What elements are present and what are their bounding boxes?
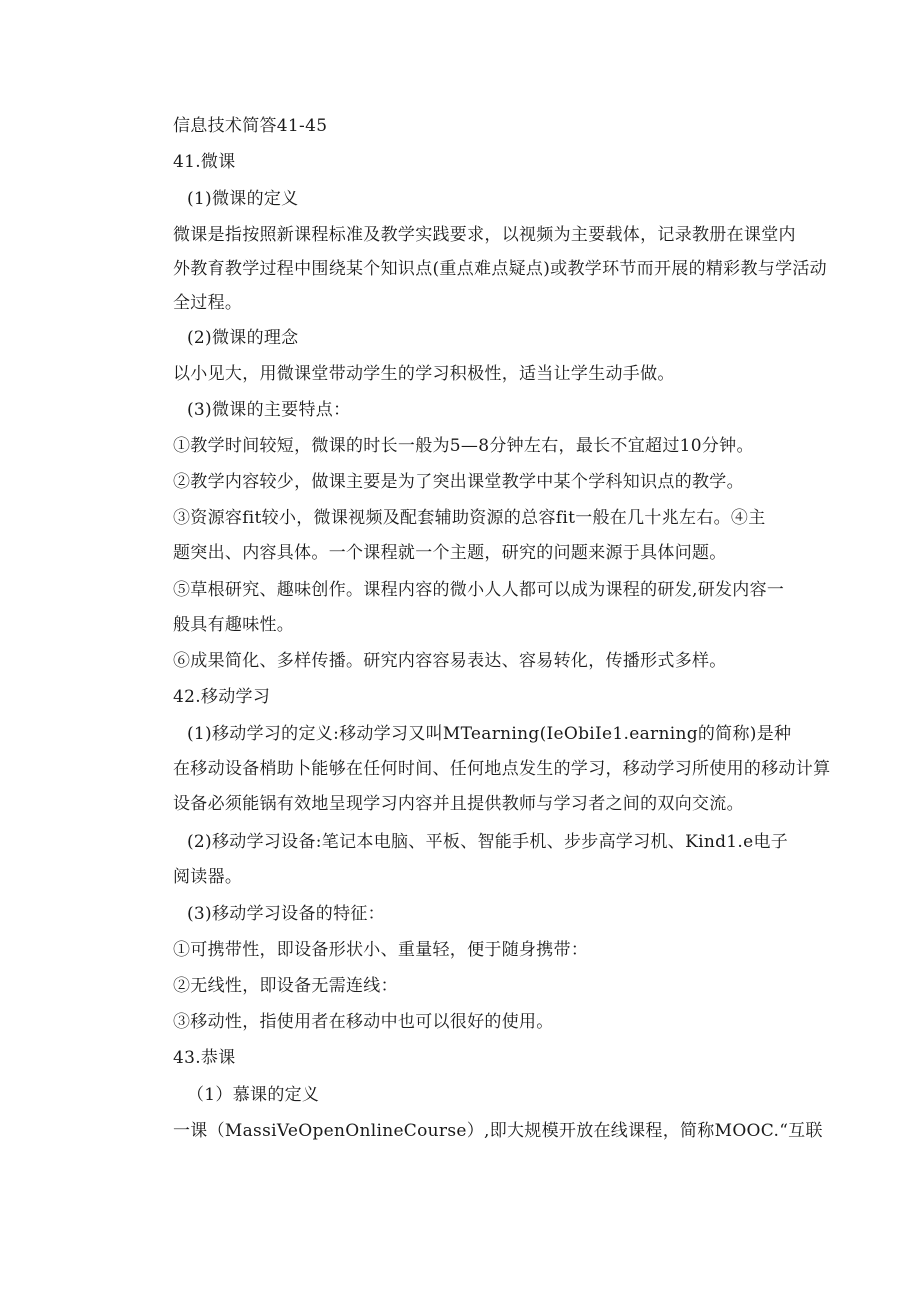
list-item: ②无线性，即设备无需连线： <box>173 976 398 996</box>
list-item: ②教学内容较少，做课主要是为了突出课堂教学中某个学科知识点的教学。 <box>173 472 744 492</box>
paragraph-line: 题突出、内容具体。一个课程就一个主题，研究的问题来源于具体问题。 <box>173 543 727 563</box>
paragraph-line: (1)移动学习的定义:移动学习又叫MTearning(IeObiIe1.earning的简称)是种 <box>187 724 792 744</box>
document-title: 信息技术简答41-45 <box>173 116 328 136</box>
paragraph-line: 设备必须能锅有效地呈现学习内容并且提供教师与学习者之间的双向交流。 <box>173 794 744 814</box>
section-heading: 42.移动学习 <box>173 687 271 707</box>
list-item: ①可携带性，即设备形状小、重量轻，便于随身携带： <box>173 940 589 960</box>
paragraph-line: 以小见大，用微课堂带动学生的学习积极性，适当让学生动手做。 <box>173 364 675 384</box>
list-item: ③资源容fit较小，微课视频及配套辅助资源的总容fit一般在几十兆左右。④主 <box>173 508 766 528</box>
list-item: ①教学时间较短，微课的时长一般为5—8分钟左右，最长不宜超过10分钟。 <box>173 436 754 456</box>
subsection-heading: (1)微课的定义 <box>187 189 299 209</box>
paragraph-line: 般具有趣味性。 <box>173 615 295 635</box>
paragraph-line: 微课是指按照新课程标准及教学实践要求，以视频为主要载体，记录教册在课堂内 <box>173 225 796 245</box>
subsection-heading: (3)微课的主要特点： <box>187 400 351 420</box>
subsection-heading: （1）慕课的定义 <box>187 1085 320 1105</box>
section-heading: 41.微课 <box>173 152 236 172</box>
list-item: ③移动性，指使用者在移动中也可以很好的使用。 <box>173 1012 554 1032</box>
subsection-heading: (3)移动学习设备的特征： <box>187 904 385 924</box>
list-item: ⑥成果简化、多样传播。研究内容容易表达、容易转化，传播形式多样。 <box>173 651 727 671</box>
paragraph-line: 全过程。 <box>173 293 243 313</box>
paragraph-line: (2)移动学习设备:笔记本电脑、平板、智能手机、步步高学习机、Kind1.e电子 <box>187 832 789 852</box>
section-heading: 43.恭课 <box>173 1048 236 1068</box>
paragraph-line: 在移动设备梢助卜能够在任何时间、任何地点发生的学习，移动学习所使用的移动计算 <box>173 759 831 779</box>
paragraph-line: 阅读器。 <box>173 867 243 887</box>
subsection-heading: (2)微课的理念 <box>187 328 299 348</box>
paragraph-line: 一课（MassiVeOpenOnlineCourse）,即大规模开放在线课程，简称MOOC.“互联 <box>173 1121 823 1141</box>
list-item: ⑤草根研究、趣味创作。课程内容的微小人人都可以成为课程的研发,研发内容一 <box>173 580 785 600</box>
paragraph-line: 外教育教学过程中围绕某个知识点(重点难点疑点)或教学环节而开展的精彩教与学活动 <box>173 259 827 279</box>
